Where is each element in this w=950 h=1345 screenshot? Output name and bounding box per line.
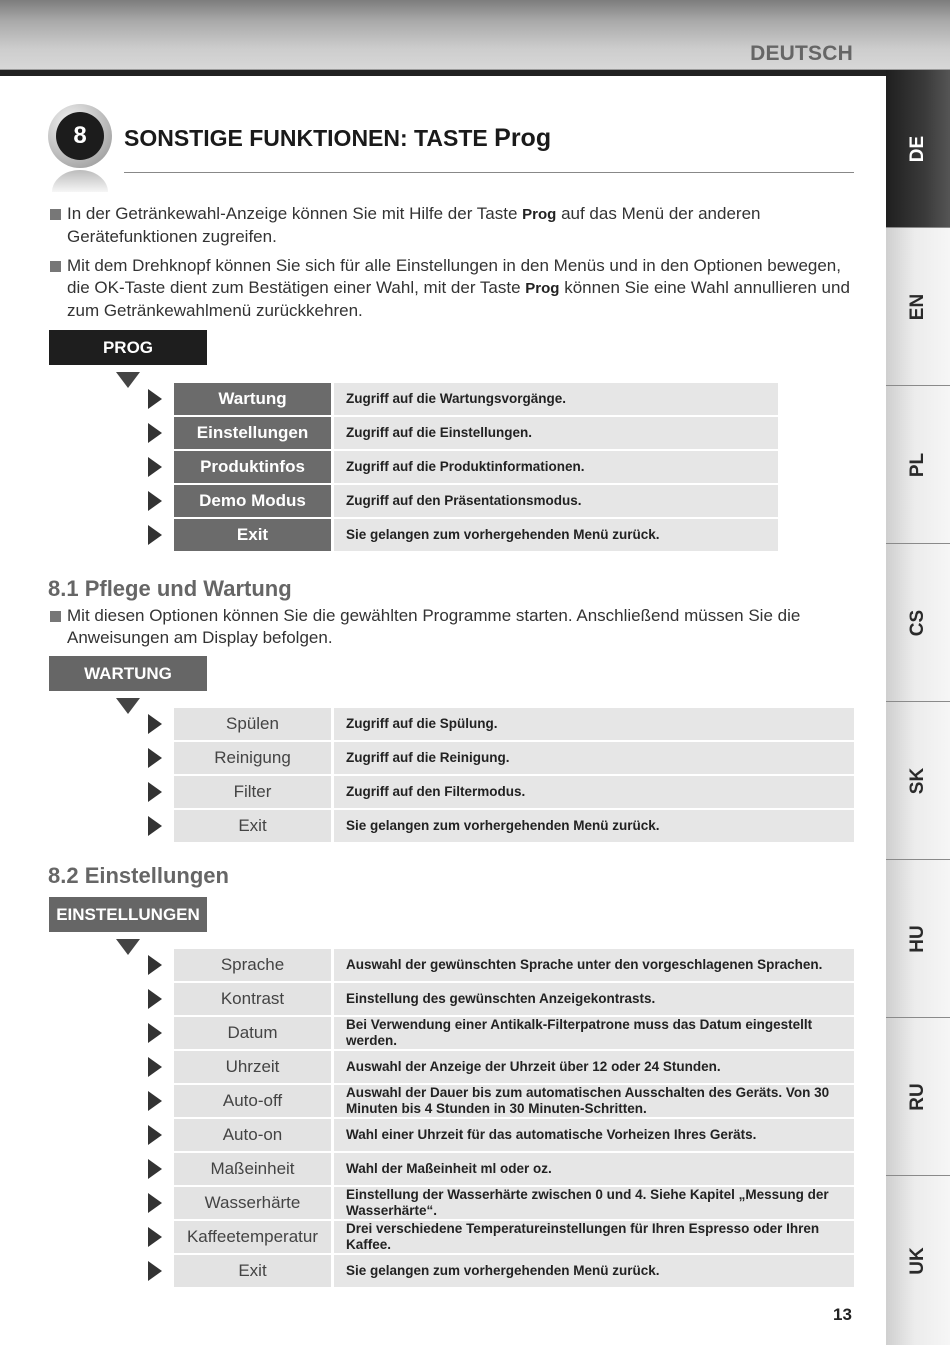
menu-item[interactable]: Exit bbox=[174, 810, 331, 842]
lang-tab-label: RU bbox=[907, 1082, 928, 1111]
down-arrow-icon bbox=[116, 372, 140, 388]
menu-item[interactable]: Wasserhärte bbox=[174, 1187, 331, 1219]
intro-p2-text: Mit dem Drehknopf können Sie sich für alle Einstellungen in den Menüs und in den Optionen bewegen, die OK-Taste dient zum Bestätigen einer Wahl, mit der Taste bbox=[67, 256, 841, 297]
chapter-title bbox=[124, 124, 551, 153]
header-language: DEUTSCH bbox=[750, 42, 853, 65]
menu-description: Zugriff auf die Reinigung. bbox=[334, 742, 854, 774]
lang-tab-ru[interactable] bbox=[886, 1018, 950, 1176]
chapter-badge-reflection bbox=[52, 170, 108, 192]
menu-description: Zugriff auf den Präsentationsmodus. bbox=[334, 485, 778, 517]
menu-description: Zugriff auf den Filtermodus. bbox=[334, 776, 854, 808]
lang-tab-uk[interactable] bbox=[886, 1176, 950, 1345]
lang-tab-label: HU bbox=[907, 924, 928, 953]
intro-p1-text: In der Getränkewahl-Anzeige können Sie mit Hilfe der Taste bbox=[67, 204, 518, 223]
menu-item[interactable]: Einstellungen bbox=[174, 417, 331, 449]
menu-item[interactable]: Exit bbox=[174, 1255, 331, 1287]
menu-description: Drei verschiedene Temperatureinstellungen für Ihren Espresso oder Ihren Kaffee. bbox=[334, 1221, 854, 1253]
menu-description: Wahl einer Uhrzeit für das automatische Vorheizen Ihres Geräts. bbox=[334, 1119, 854, 1151]
bullet-square-icon bbox=[50, 611, 61, 622]
menu-description: Auswahl der gewünschten Sprache unter den vorgeschlagenen Sprachen. bbox=[334, 949, 854, 981]
menu-item[interactable]: Wartung bbox=[174, 383, 331, 415]
right-arrow-icon bbox=[148, 1091, 162, 1111]
menu-description: Sie gelangen zum vorhergehenden Menü zurück. bbox=[334, 1255, 854, 1287]
right-arrow-icon bbox=[148, 525, 162, 545]
menu-description: Zugriff auf die Einstellungen. bbox=[334, 417, 778, 449]
prog-key-label: Prog bbox=[522, 206, 557, 223]
right-arrow-icon bbox=[148, 1193, 162, 1213]
right-arrow-icon bbox=[148, 782, 162, 802]
header-rule bbox=[0, 70, 886, 76]
menu-item[interactable]: Auto-on bbox=[174, 1119, 331, 1151]
right-arrow-icon bbox=[148, 423, 162, 443]
menu-description: Wahl der Maßeinheit ml oder oz. bbox=[334, 1153, 854, 1185]
intro-p1-text-end: auf das Menü der anderen Gerätefunktionen zugreifen. bbox=[67, 204, 761, 246]
lang-tab-cs[interactable] bbox=[886, 544, 950, 702]
right-arrow-icon bbox=[148, 955, 162, 975]
chapter-title-text: SONSTIGE FUNKTIONEN: TASTE bbox=[124, 125, 488, 151]
lang-tab-sk[interactable] bbox=[886, 702, 950, 860]
lang-tab-label: CS bbox=[907, 609, 928, 636]
menu-item[interactable]: Exit bbox=[174, 519, 331, 551]
prog-key-label: Prog bbox=[525, 280, 560, 297]
right-arrow-icon bbox=[148, 714, 162, 734]
menu-description: Zugriff auf die Produktinformationen. bbox=[334, 451, 778, 483]
menu-description: Zugriff auf die Wartungsvorgänge. bbox=[334, 383, 778, 415]
menu-item[interactable]: Filter bbox=[174, 776, 331, 808]
right-arrow-icon bbox=[148, 1227, 162, 1247]
chapter-badge bbox=[48, 104, 112, 168]
menu-item[interactable]: Auto-off bbox=[174, 1085, 331, 1117]
down-arrow-icon bbox=[116, 698, 140, 714]
menu-item[interactable]: Datum bbox=[174, 1017, 331, 1049]
section-title: 8.2 Einstellungen bbox=[48, 863, 229, 888]
lang-tab-en[interactable] bbox=[886, 228, 950, 386]
menu-description: Sie gelangen zum vorhergehenden Menü zurück. bbox=[334, 519, 778, 551]
section-81-text: Mit diesen Optionen können Sie die gewählten Programme starten. Anschließend müssen Sie die Anweisungen am Display befolgen. bbox=[67, 606, 801, 647]
einstellungen-menu-header: EINSTELLUNGEN bbox=[49, 897, 207, 932]
bullet-square-icon bbox=[50, 261, 61, 272]
menu-item[interactable]: Kaffeetemperatur bbox=[174, 1221, 331, 1253]
right-arrow-icon bbox=[148, 816, 162, 836]
right-arrow-icon bbox=[148, 1057, 162, 1077]
menu-item[interactable]: Sprache bbox=[174, 949, 331, 981]
chapter-number: 8 bbox=[56, 112, 104, 160]
lang-tab-label: SK bbox=[907, 767, 928, 794]
lang-tab-label: EN bbox=[907, 293, 928, 320]
right-arrow-icon bbox=[148, 1159, 162, 1179]
section-81-paragraph bbox=[48, 605, 854, 649]
right-arrow-icon bbox=[148, 1125, 162, 1145]
right-arrow-icon bbox=[148, 389, 162, 409]
intro-paragraph-1 bbox=[48, 203, 854, 248]
intro-p2-text-end: können Sie eine Wahl annullieren und zum Getränkewahlmenü zurückkehren. bbox=[67, 278, 850, 320]
menu-item[interactable]: Maßeinheit bbox=[174, 1153, 331, 1185]
lang-tab-label: UK bbox=[907, 1246, 928, 1275]
menu-description: Auswahl der Dauer bis zum automatischen Ausschalten des Geräts. Von 30 Minuten bis 4 Stunden in 30 Minuten-Schritten. bbox=[334, 1085, 854, 1117]
menu-item[interactable]: Uhrzeit bbox=[174, 1051, 331, 1083]
bullet-square-icon bbox=[50, 209, 61, 220]
title-rule bbox=[124, 172, 854, 173]
menu-item[interactable]: Produktinfos bbox=[174, 451, 331, 483]
menu-description: Bei Verwendung einer Antikalk-Filterpatrone muss das Datum eingestellt werden. bbox=[334, 1017, 854, 1049]
language-sidebar bbox=[886, 70, 950, 1345]
menu-item[interactable]: Spülen bbox=[174, 708, 331, 740]
section-title: 8.1 Pflege und Wartung bbox=[48, 576, 292, 601]
right-arrow-icon bbox=[148, 748, 162, 768]
prog-menu-header: PROG bbox=[49, 330, 207, 365]
page-number: 13 bbox=[833, 1305, 852, 1324]
right-arrow-icon bbox=[148, 457, 162, 477]
right-arrow-icon bbox=[148, 989, 162, 1009]
menu-description: Zugriff auf die Spülung. bbox=[334, 708, 854, 740]
wartung-menu-header: WARTUNG bbox=[49, 656, 207, 691]
intro-paragraph-2 bbox=[48, 255, 854, 322]
down-arrow-icon bbox=[116, 939, 140, 955]
lang-tab-label: DE bbox=[907, 135, 928, 162]
right-arrow-icon bbox=[148, 1261, 162, 1281]
menu-description: Einstellung der Wasserhärte zwischen 0 und 4. Siehe Kapitel „Messung der Wasserhärte“. bbox=[334, 1187, 854, 1219]
menu-description: Sie gelangen zum vorhergehenden Menü zurück. bbox=[334, 810, 854, 842]
menu-item[interactable]: Demo Modus bbox=[174, 485, 331, 517]
chapter-title-key: Prog bbox=[494, 124, 552, 152]
right-arrow-icon bbox=[148, 491, 162, 511]
lang-tab-hu[interactable] bbox=[886, 860, 950, 1018]
menu-description: Einstellung des gewünschten Anzeigekontrasts. bbox=[334, 983, 854, 1015]
right-arrow-icon bbox=[148, 1023, 162, 1043]
menu-item[interactable]: Kontrast bbox=[174, 983, 331, 1015]
lang-tab-label: PL bbox=[907, 452, 928, 477]
lang-tab-de[interactable] bbox=[886, 70, 950, 228]
lang-tab-pl[interactable] bbox=[886, 386, 950, 544]
menu-description: Auswahl der Anzeige der Uhrzeit über 12 oder 24 Stunden. bbox=[334, 1051, 854, 1083]
menu-item[interactable]: Reinigung bbox=[174, 742, 331, 774]
